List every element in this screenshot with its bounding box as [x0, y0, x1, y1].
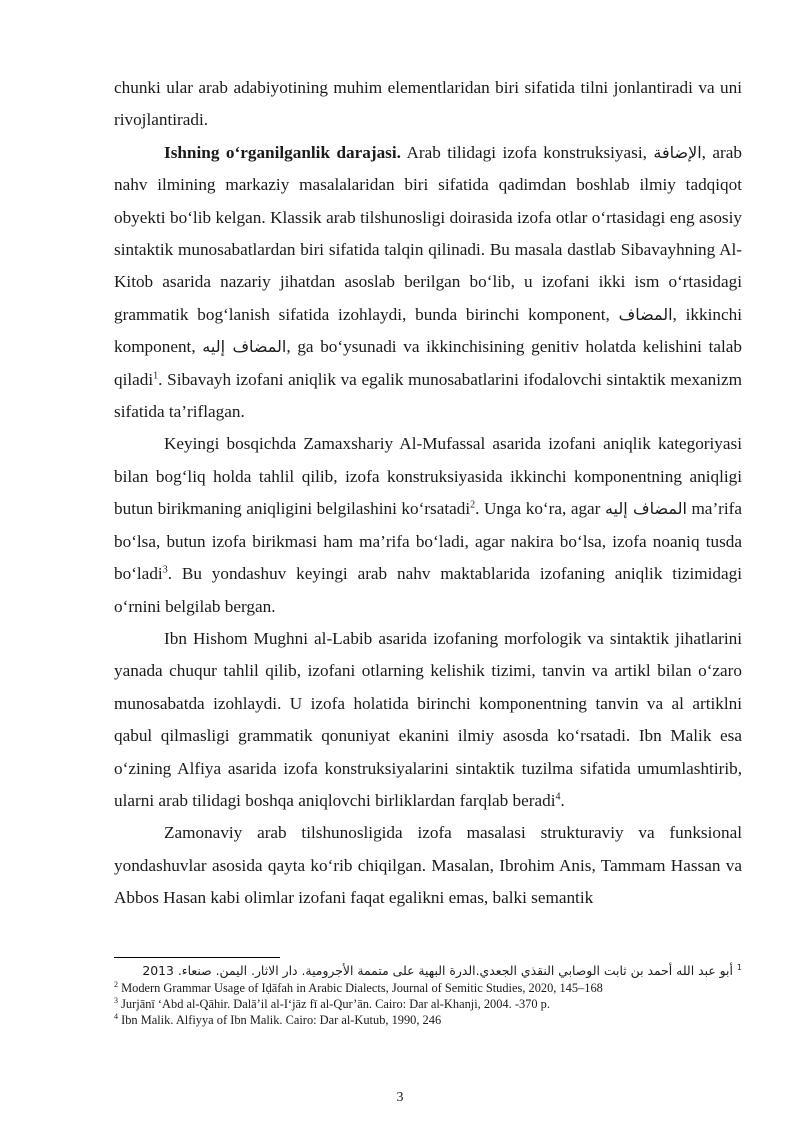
footnotes	[114, 962, 742, 1028]
paragraph-text: Ibn Hishom Mughni al-Labib asarida izofaning morfologik va sintaktik jihatlarini yanada chuqur tahlil qilib, izofani otlarning kelishik tizimi, tanvin va artikl bilan o‘zaro munosabatda izohlaydi. U izofa holatida birinchi komponentning tanvin va al artiklni qabul qilmasligi grammatik qonuniyat ekanini ilmiy asosda ko‘rsatadi. Ibn Malik esa o‘zining Alfiya asarida izofa konstruksiyalarini sintaktik tuzilma sifatida umumlashtirib, ularni arab tilidagi boshqa aniqlovchi birliklardan farqlab beradi	[114, 628, 742, 810]
footnote-number: 2	[114, 979, 118, 989]
arabic-term: الإضافة	[653, 142, 702, 162]
paragraph-modern	[114, 817, 742, 914]
paragraph-text: , arab nahv ilmining markaziy masalalaridan biri sifatida qadimdan boshlab ilmiy tadqiqot obyekti bo‘lib kelgan. Klassik arab tilshunosligi doirasida izofa otlar o‘rtasidagi eng asosiy sintaktik munosabatlardan biri sifatida talqin qilinadi. Bu masala dastlab Sibavayhning Al-Kitob asarida nazariy jihatdan asoslab berilgan bo‘lib, u izofani ikki ism o‘rtasidagi grammatik bog‘lanish sifatida izohlaydi, bunda birinchi komponent,	[114, 142, 743, 324]
arabic-term: المضاف إليه	[202, 337, 287, 357]
footnote-ref[interactable]: 4	[555, 791, 561, 803]
paragraph-text: . Unga ko‘ra, agar	[475, 499, 605, 519]
paragraph-text: , ga bo‘ysunadi va ikkinchisining genitiv holatda kelishini talab qiladi	[114, 337, 742, 389]
paragraph-research-degree	[114, 137, 742, 429]
paragraph-text: Arab tilidagi izofa konstruksiyasi,	[400, 142, 654, 162]
footnote-ref[interactable]: 2	[470, 499, 476, 511]
footnote-text: Jurjānī ‘Abd al-Qāhir. Dalā’il al-I‘jāz fī al-Qur’ān. Cairo: Dar al-Khanji, 2004. -370 p.	[121, 997, 550, 1011]
paragraph-zamakhshari	[114, 428, 742, 622]
body-text	[114, 72, 742, 915]
paragraph-text: .	[560, 790, 565, 810]
footnote-3	[114, 996, 742, 1012]
section-heading: Ishning o‘rganilganlik darajasi.	[164, 142, 401, 162]
footnote-number: 4	[114, 1011, 118, 1021]
arabic-term: المضاف إليه	[604, 499, 687, 519]
page-number: 3	[396, 1090, 404, 1105]
arabic-term: المضاف	[618, 304, 673, 324]
footnote-separator	[114, 957, 280, 958]
footnote-number: 3	[114, 995, 118, 1005]
paragraph-continuation	[114, 72, 742, 137]
footnote-text: Ibn Malik. Alfiyya of Ibn Malik. Cairo: Dar al-Kutub, 1990, 246	[121, 1013, 442, 1027]
footnote-ref[interactable]: 1	[153, 369, 159, 381]
paragraph-text: Zamonaviy arab tilshunosligida izofa masalasi strukturaviy va funksional yondashuvlar asosida qayta ko‘rib chiqilgan. Masalan, Ibrohim Anis, Tammam Hassan va Abbos Hasan kabi olimlar izofani faqat egalikni emas, balki semantik	[114, 823, 742, 908]
paragraph-text: chunki ular arab adabiyotining muhim elementlaridan biri sifatida tilni jonlantiradi va uni rivojlantiradi.	[114, 78, 742, 130]
footnote-number: 1	[736, 962, 742, 972]
paragraph-text: . Bu yondashuv keyingi arab nahv maktablarida izofaning aniqlik tizimidagi o‘rnini belgilab bergan.	[114, 564, 742, 616]
footnote-4	[114, 1012, 742, 1028]
paragraph-text: , ikkinchi komponent,	[114, 304, 742, 357]
footnote-2	[114, 980, 742, 996]
paragraph-text: Keyingi bosqichda Zamaxshariy Al-Mufassal asarida izofani aniqlik kategoriyasi bilan bog‘liq holda tahlil qilib, izofa konstruksiyasida ikkinchi komponentning aniqligi butun birikmaning aniqligini belgilashini ko‘rsatadi	[114, 434, 742, 519]
paragraph-text: ma’rifa bo‘lsa, butun izofa birikmasi ham ma’rifa bo‘ladi, agar nakira bo‘lsa, izofa noaniq tusda bo‘ladi	[114, 499, 743, 584]
footnote-1	[114, 962, 742, 980]
footnote-ref[interactable]: 3	[162, 564, 168, 576]
footnote-text: أبو عبد الله أحمد بن ثابت الوصابي النقذي الجعدي.الدرة البهية على متممة الأجرومية. دار الاثار. اليمن. صنعاء. 2013	[142, 963, 733, 978]
paragraph-ibn-hishom	[114, 623, 742, 817]
paragraph-text: . Sibavayh izofani aniqlik va egalik munosabatlarini ifodalovchi sintaktik mexanizm sifatida ta’riflagan.	[114, 369, 742, 422]
footnote-text: Modern Grammar Usage of Iḍāfah in Arabic Dialects, Journal of Semitic Studies, 2020, 145–168	[121, 981, 603, 995]
